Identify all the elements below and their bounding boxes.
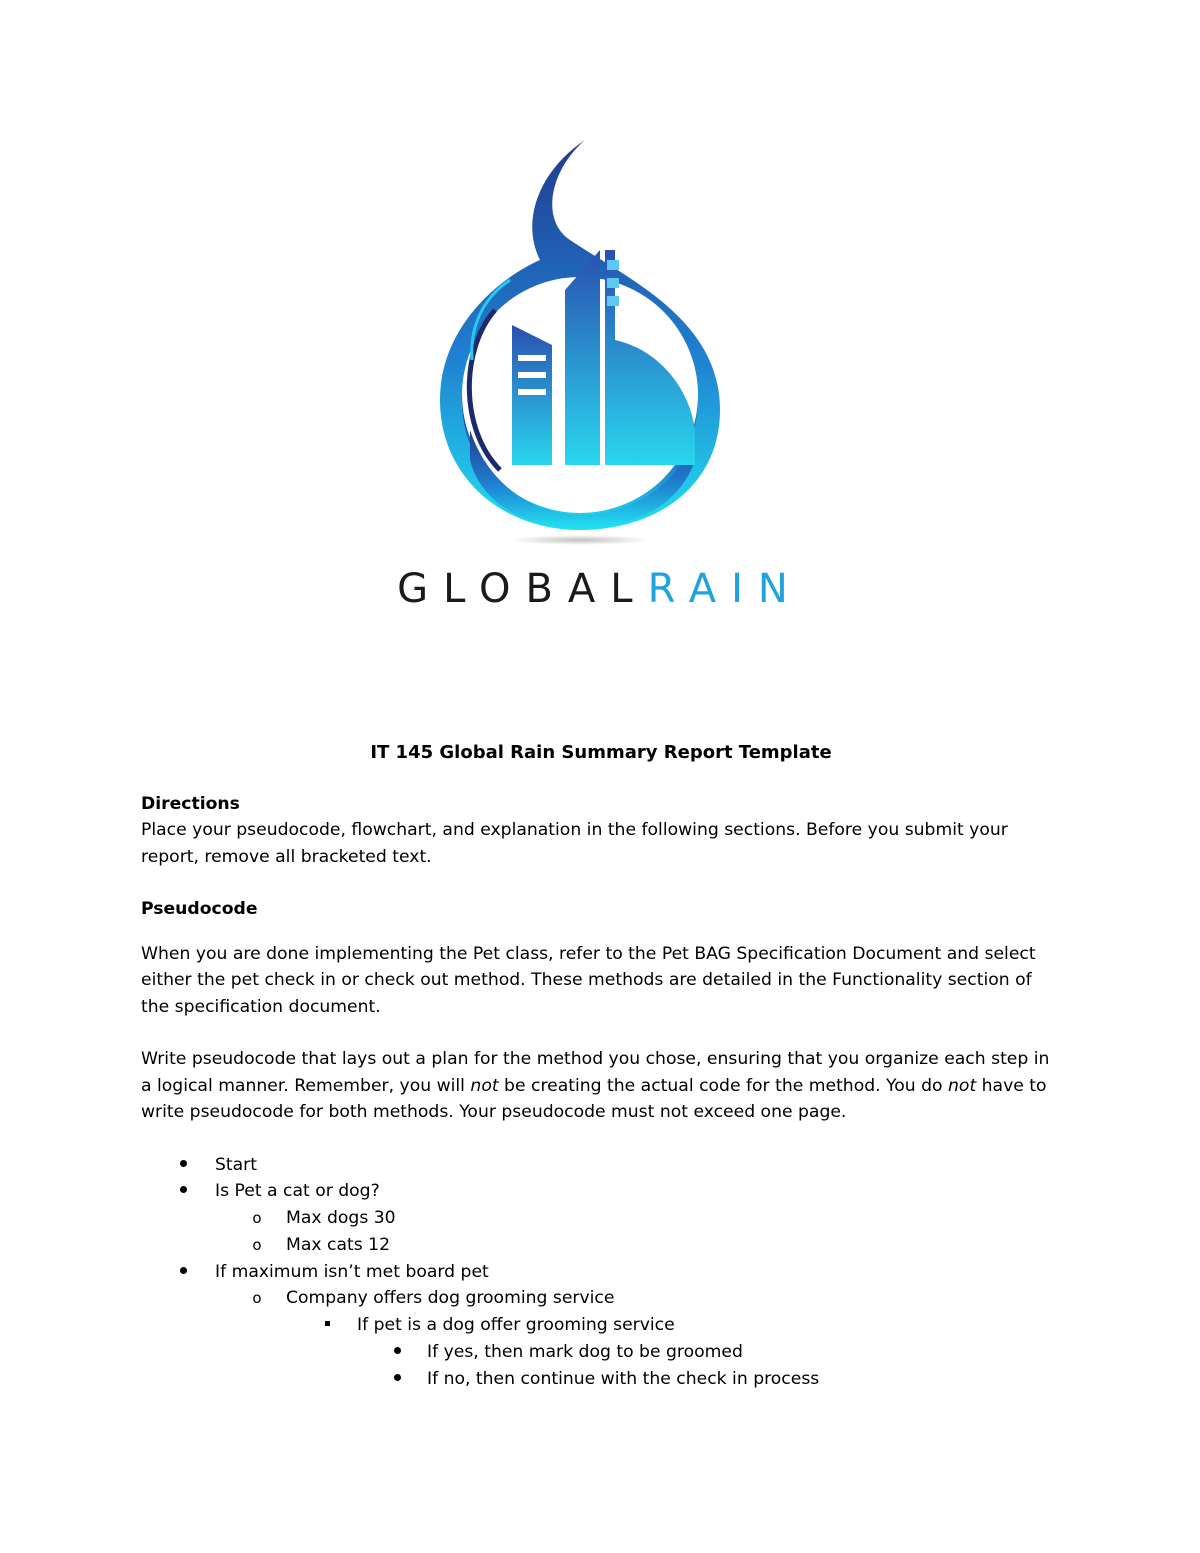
circle-bullet-icon: o — [252, 1289, 262, 1308]
global-rain-logo-icon — [400, 130, 760, 550]
logo-area — [0, 0, 1200, 680]
list-item: If maximum isn’t met board pet — [141, 1259, 1061, 1286]
square-bullet-icon — [325, 1321, 330, 1326]
bullet-icon — [180, 1186, 187, 1193]
bullet-icon — [180, 1267, 187, 1274]
list-item: Start — [141, 1152, 1061, 1179]
wordmark — [0, 566, 1200, 612]
pseudocode-paragraph-1: When you are done implementing the Pet class, refer to the Pet BAG Specification Document and select either the pet check in or check out method. These methods are detailed in the Functionality section of the specification document. — [141, 943, 1036, 1017]
list-item: o Max dogs 30 — [141, 1205, 1061, 1232]
bullet-icon — [180, 1160, 187, 1167]
wordmark-rain: RAIN — [647, 566, 803, 612]
bullet-icon — [394, 1347, 401, 1354]
wordmark-global: GLOBAL — [397, 566, 648, 612]
list-item: Is Pet a cat or dog? — [141, 1178, 1061, 1205]
list-item: o Company offers dog grooming service — [141, 1285, 1061, 1312]
pseudocode-list — [141, 1152, 1061, 1393]
list-item: If yes, then mark dog to be groomed — [141, 1339, 1061, 1366]
document-body — [141, 740, 1061, 1393]
pseudocode-paragraph-2: Write pseudocode that lays out a plan for the method you chose, ensuring that you organize each step in a logical manner. Remember, you will not be creating the actual code for the method. You do not have to write pseudocode for both methods. Your pseudocode must not exceed one page. — [141, 1049, 1050, 1122]
list-item: If no, then continue with the check in process — [141, 1366, 1061, 1393]
pseudocode-heading: Pseudocode — [141, 899, 258, 919]
list-item: o Max cats 12 — [141, 1232, 1061, 1259]
circle-bullet-icon: o — [252, 1209, 262, 1228]
list-item: If pet is a dog offer grooming service — [141, 1312, 1061, 1339]
document-title: IT 145 Global Rain Summary Report Template — [370, 742, 832, 763]
circle-bullet-icon: o — [252, 1235, 262, 1254]
directions-heading: Directions — [141, 793, 240, 814]
directions-text: Place your pseudocode, flowchart, and explanation in the following sections. Before you submit your report, remove all bracketed text. — [141, 820, 1008, 867]
bullet-icon — [394, 1374, 401, 1381]
